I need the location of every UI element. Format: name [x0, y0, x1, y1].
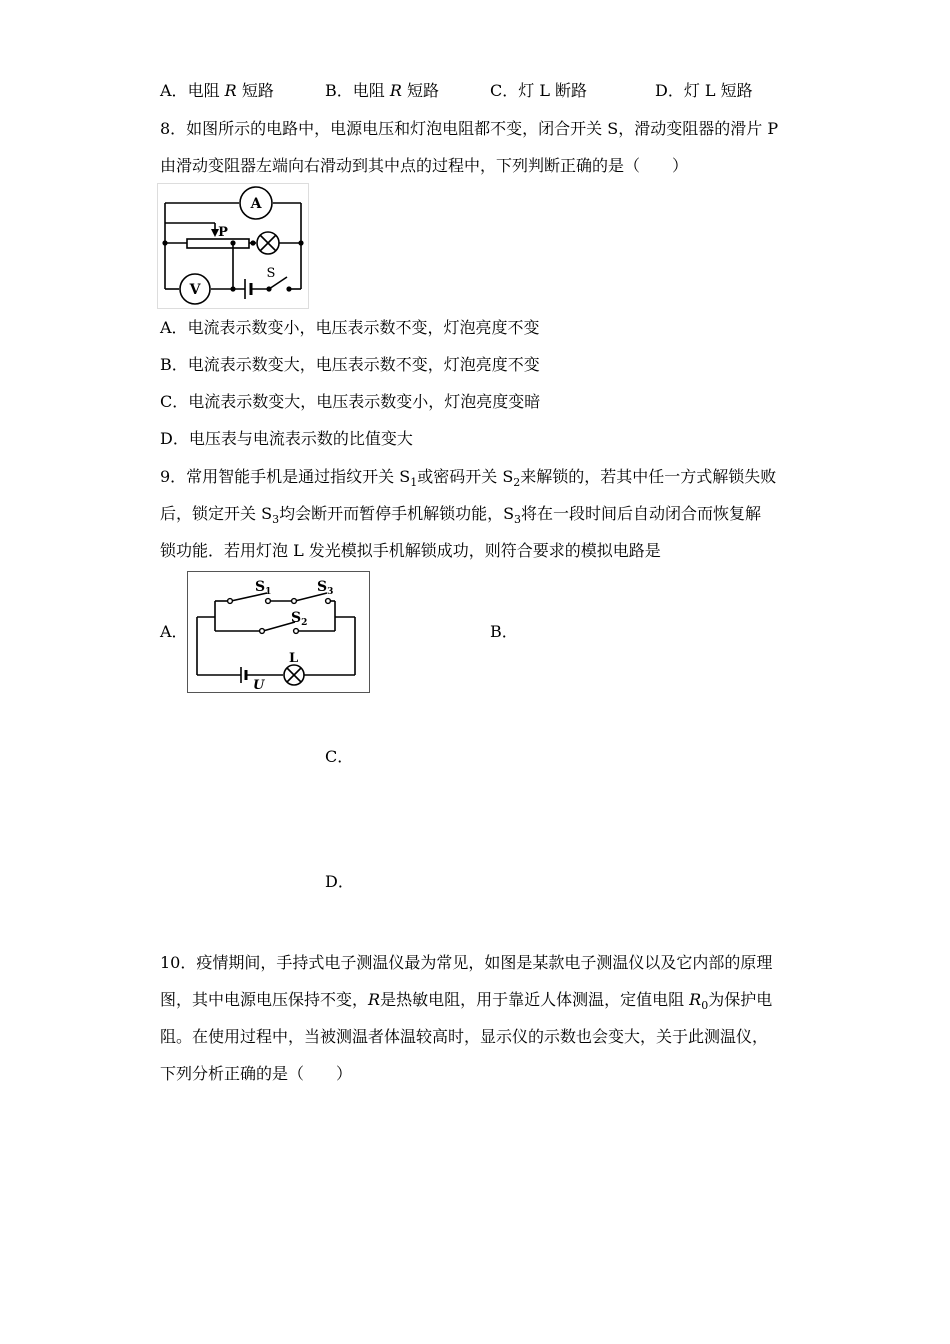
q9-stem-line2: 后，锁定开关 $S_3$均会断开而暂停手机解锁功能，$S_3$将在一段时间后自动闭合而恢复解: [160, 504, 762, 526]
q8-option-d: D．电压表与电流表示数的比值变大: [160, 429, 413, 448]
q7-option-d: D．灯 L 短路: [655, 81, 753, 100]
q7-option-b: B．电阻 R 短路: [325, 81, 440, 100]
q9-option-c-label: C．: [325, 747, 354, 766]
q9-option-a-circuit: [187, 571, 370, 693]
q10-stem-line2: 图，其中电源电压保持不变，R是热敏电阻，用于靠近人体测温，定值电阻 $R_0$为保护电: [160, 990, 773, 1012]
q7-option-c: C．灯 L 断路: [490, 81, 588, 100]
source-label: U: [253, 678, 265, 693]
q9-stem-line3: 锁功能．若用灯泡 L 发光模拟手机解锁成功，则符合要求的模拟电路是: [160, 541, 661, 560]
q8-stem-line1: 8．如图所示的电路中，电源电压和灯泡电阻都不变，闭合开关 S，滑动变阻器的滑片 P: [160, 119, 779, 138]
q7-option-a: A．电阻 R 短路: [160, 81, 274, 100]
switch-label: S: [266, 266, 276, 281]
ammeter-label: A: [250, 196, 262, 212]
switch-s3-label: $S_3$: [317, 579, 334, 597]
q10-stem-line3: 阻。在使用过程中，当被测温者体温较高时，显示仪的示数也会变大，关于此测温仪，: [160, 1027, 769, 1046]
voltmeter-label: V: [189, 282, 201, 298]
q9-option-d-label: D．: [325, 872, 354, 891]
q8-circuit-diagram: [157, 183, 309, 309]
q10-stem-line4: 下列分析正确的是（ ）: [160, 1064, 353, 1083]
lamp-label: L: [289, 651, 299, 666]
q9-stem-line1: 9．常用智能手机是通过指纹开关 $S_1$或密码开关 $S_2$来解锁的，若其中任一方式解锁失败: [160, 467, 777, 489]
q9-option-b-label: B．: [490, 622, 518, 641]
switch-s2-label: $S_2$: [291, 610, 308, 628]
q8-option-c: C．电流表示数变大，电压表示数变小，灯泡亮度变暗: [160, 392, 541, 411]
q10-stem-line1: 10．疫情期间，手持式电子测温仪最为常见，如图是某款电子测温仪以及它内部的原理: [160, 953, 773, 972]
q8-option-b: B．电流表示数变大，电压表示数不变，灯泡亮度不变: [160, 355, 540, 374]
slider-label: P: [218, 225, 228, 240]
q8-option-a: A．电流表示数变小，电压表示数不变，灯泡亮度不变: [160, 318, 540, 337]
q9-option-a-label: A．: [160, 622, 188, 641]
q8-stem-line2: 由滑动变阻器左端向右滑动到其中点的过程中，下列判断正确的是（ ）: [160, 156, 689, 175]
switch-s1-label: $S_1$: [255, 579, 272, 597]
